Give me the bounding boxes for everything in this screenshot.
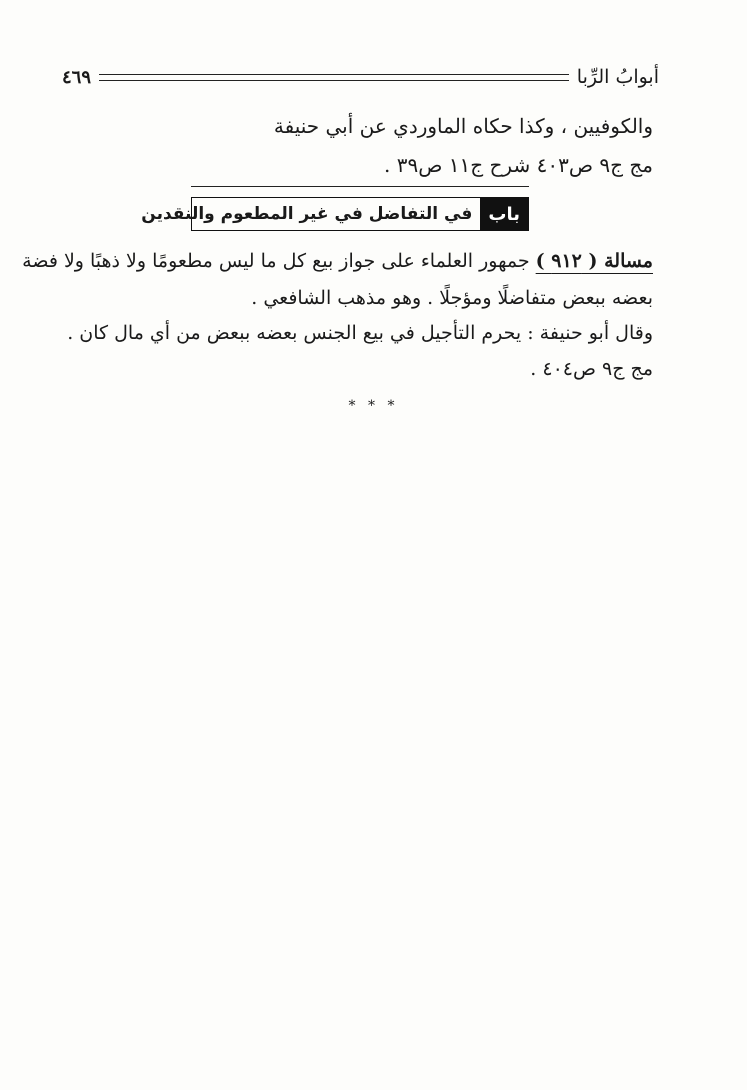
- chapter-heading: [141, 186, 529, 233]
- header-title: أبوابُ الرِّبا: [576, 66, 659, 88]
- issue-line: [22, 246, 653, 276]
- running-header: [62, 62, 659, 92]
- text-line: بعضه ببعض متفاضلًا ومؤجلًا . وهو مذهب الشافعي .: [251, 287, 653, 309]
- issue-number: مسالة ( ٩١٢ ): [535, 250, 653, 272]
- chapter-title: في التفاضل في غير المطعوم والنقدين: [141, 204, 473, 224]
- page-number: ٤٦٩: [62, 66, 92, 88]
- text-line: وقال أبو حنيفة : يحرم التأجيل في بيع الجنس بعضه ببعض من أي مال كان .: [67, 322, 653, 344]
- reference-line: مج ج٩ ص٤٠٣ شرح ج١١ ص٣٩ .: [384, 153, 653, 177]
- chapter-label: باب: [480, 198, 528, 230]
- header-rule: [99, 74, 569, 81]
- reference-line: مج ج٩ ص٤٠٤ .: [530, 358, 653, 380]
- chapter-box: [141, 197, 529, 231]
- issue-text: جمهور العلماء على جواز بيع كل ما ليس مطعومًا ولا ذهبًا ولا فضة: [22, 250, 536, 272]
- text-line: والكوفيين ، وكذا حكاه الماوردي عن أبي حنيفة: [273, 114, 653, 138]
- section-separator: * * *: [348, 398, 399, 414]
